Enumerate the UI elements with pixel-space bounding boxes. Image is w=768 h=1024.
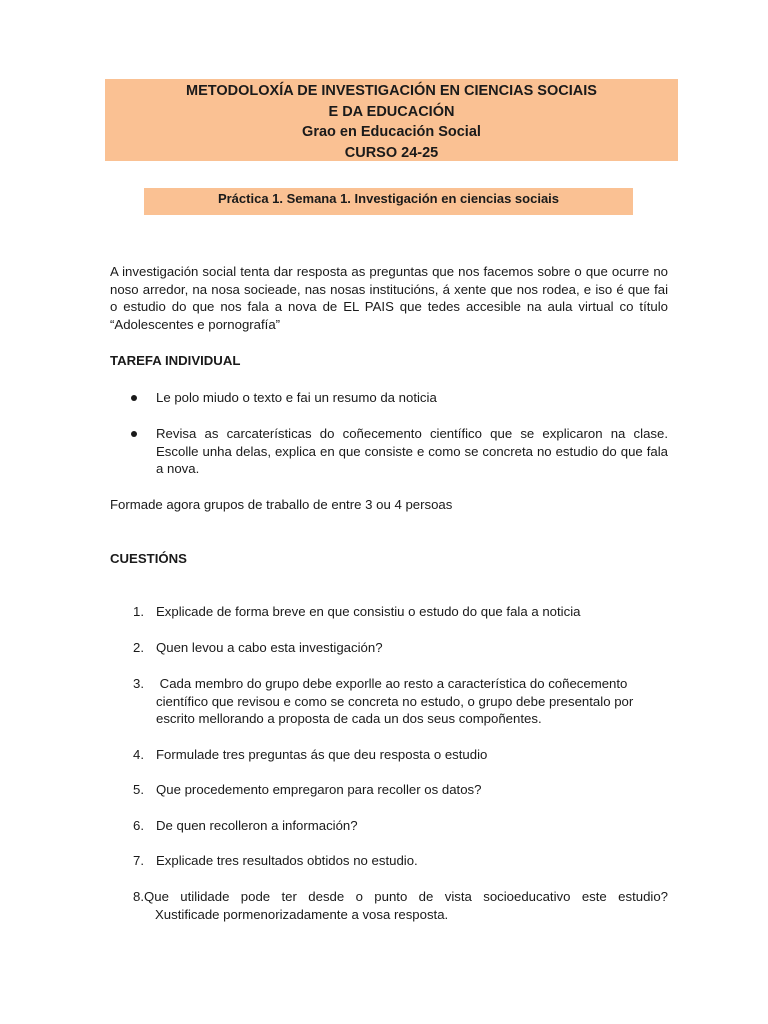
question-text: Formulade tres preguntas ás que deu resposta o estudio — [156, 747, 488, 762]
question-number: 2. — [133, 640, 144, 655]
question-text: De quen recolleron a información? — [156, 818, 358, 833]
question-text: Explicade tres resultados obtidos no estudio. — [156, 853, 418, 868]
course-title-line-2: E DA EDUCACIÓN — [328, 103, 455, 120]
question-number: 5. — [133, 782, 144, 797]
degree-name: Grao en Educación Social — [302, 124, 481, 140]
document-header — [105, 79, 678, 161]
question-number: 1. — [133, 604, 144, 619]
individual-task-item: Revisa as carcaterísticas do coñecemento científico que se explicaron na clase. Escolle unha delas, explica en que consiste e como se concreta no estudio do que fala a nova. — [156, 426, 668, 477]
question-number: 8. — [133, 889, 144, 904]
bullet-icon — [131, 395, 137, 401]
practice-subtitle: Práctica 1. Semana 1. Investigación en ciencias sociais — [144, 188, 633, 215]
question-number: 7. — [133, 853, 144, 868]
intro-paragraph: A investigación social tenta dar resposta as preguntas que nos facemos sobre o que ocurre no noso arredor, na nosa socieade, nas nosas institucións, á xente que nos rodea, e iso é que fai o estudio do que nos fala a nova de EL PAIS que tedes accesible na aula virtual co título “Adolescentes e pornografía” — [110, 264, 668, 332]
question-text: Que procedemento empregaron para recoller os datos? — [156, 782, 482, 797]
question-text: Explicade de forma breve en que consistiu o estudo do que fala a noticia — [156, 604, 581, 619]
question-text: Que utilidade pode ter desde o punto de vista socioeducativo este estudio? — [144, 889, 668, 904]
individual-task-item: Le polo miudo o texto e fai un resumo da noticia — [156, 390, 437, 405]
group-instruction: Formade agora grupos de traballo de entre 3 ou 4 persoas — [110, 497, 453, 512]
individual-task-heading: TAREFA INDIVIDUAL — [110, 353, 241, 368]
question-number: 3. — [133, 676, 144, 691]
question-text-line — [133, 888, 668, 906]
course-title-line-1: METODOLOXÍA DE INVESTIGACIÓN EN CIENCIAS SOCIAIS — [186, 83, 597, 99]
question-text: Cada membro do grupo debe exporlle ao resto a característica do coñecemento científico que revisou e como se concreta no estudo, o grupo debe presentalo por escrito mellorando a proposta de cada un dos seus compoñentes. — [156, 676, 637, 727]
question-number: 6. — [133, 818, 144, 833]
question-text: Quen levou a cabo esta investigación? — [156, 640, 383, 655]
question-text-line: Xustificade pormenorizadamente a vosa resposta. — [155, 906, 449, 922]
questions-heading: CUESTIÓNS — [110, 551, 187, 566]
question-item-last — [133, 888, 668, 923]
bullet-icon — [131, 431, 137, 437]
academic-year: CURSO 24-25 — [344, 144, 439, 161]
question-number: 4. — [133, 747, 144, 762]
